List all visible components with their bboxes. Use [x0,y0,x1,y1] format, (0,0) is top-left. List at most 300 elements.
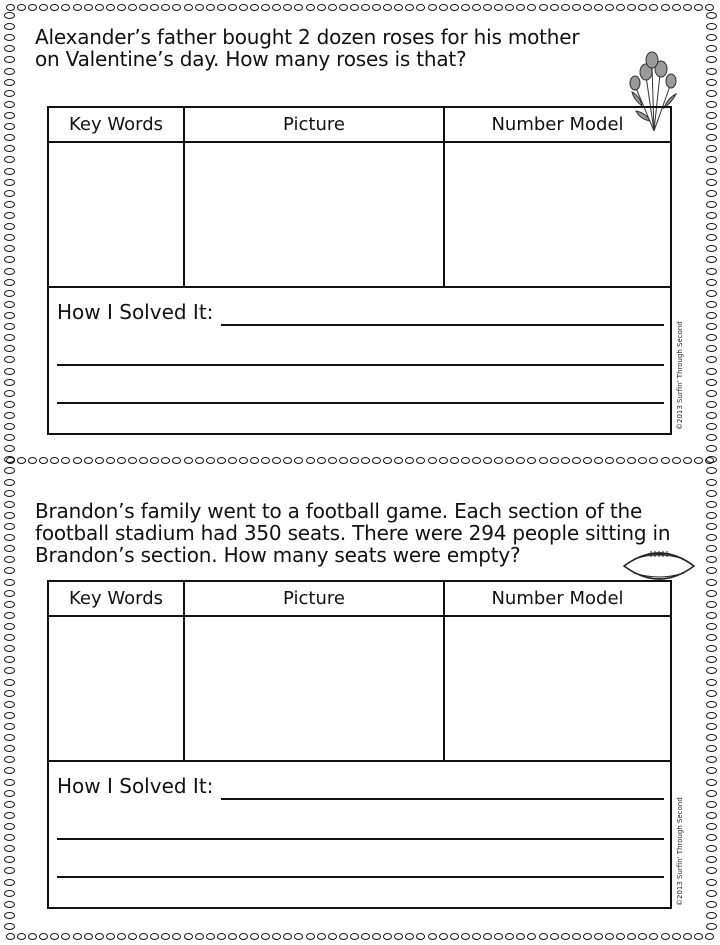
chain-ring [706,223,717,230]
chain-ring [706,701,717,708]
chain-ring [706,45,717,52]
chain-ring [172,4,181,11]
chain-ring [217,4,226,11]
chain-ring [416,933,425,940]
chain-ring [472,4,481,11]
chain-ring [428,457,437,464]
chain-ring [705,4,714,11]
chain-ring [4,23,15,30]
chain-ring [250,4,259,11]
chain-ring [450,933,459,940]
chain-ring [372,457,381,464]
chain-ring [706,245,717,252]
chain-ring [706,645,717,652]
chain-ring [4,523,15,530]
chain-ring [416,4,425,11]
chain-ring [661,457,670,464]
answer-line [57,876,664,878]
chain-ring [4,612,15,619]
chain-ring [4,156,15,163]
chain-ring [4,234,15,241]
chain-ring [339,933,348,940]
chain-ring [217,457,226,464]
chain-ring [372,4,381,11]
chain-ring [638,933,647,940]
chain-ring [505,457,514,464]
chain-ring [706,434,717,441]
chain-ring [439,933,448,940]
chain-ring [706,23,717,30]
chain-ring [239,933,248,940]
chain-ring [106,4,115,11]
chain-ring [4,679,15,686]
chain-ring [84,4,93,11]
chain-ring [706,134,717,141]
chain-border-top [6,2,714,12]
chain-ring [4,667,15,674]
chain-ring [283,933,292,940]
chain-ring [4,268,15,275]
chain-ring [61,933,70,940]
chain-ring [95,4,104,11]
table-header-row [49,582,670,617]
chain-ring [706,779,717,786]
chain-ring [239,4,248,11]
chain-ring [150,457,159,464]
chain-ring [572,933,581,940]
chain-ring [306,933,315,940]
chain-ring [184,933,193,940]
chain-ring [172,457,181,464]
chain-ring [350,457,359,464]
chain-ring [4,390,15,397]
chain-ring [261,4,270,11]
chain-ring [4,590,15,597]
chain-ring [217,933,226,940]
chain-ring [605,933,614,940]
chain-ring [4,545,15,552]
chain-ring [28,4,37,11]
chain-ring [73,457,82,464]
table-answer-row [49,617,670,762]
chain-ring [394,933,403,940]
chain-ring [4,68,15,75]
chain-ring [706,145,717,152]
chain-ring [616,457,625,464]
chain-ring [317,457,326,464]
chain-ring [561,457,570,464]
chain-ring [683,933,692,940]
chain-ring [627,457,636,464]
chain-ring [706,256,717,263]
chain-ring [706,601,717,608]
answer-line [57,364,664,366]
chain-ring [4,34,15,41]
chain-ring [50,4,59,11]
chain-ring [706,556,717,563]
chain-ring [527,457,536,464]
chain-ring [4,567,15,574]
chain-ring [139,933,148,940]
chain-ring [683,4,692,11]
chain-ring [661,933,670,940]
chain-ring [672,933,681,940]
chain-ring [250,933,259,940]
chain-ring [706,667,717,674]
number-model-box[interactable] [445,143,670,288]
chain-ring [4,201,15,208]
chain-ring [706,923,717,930]
chain-ring [4,312,15,319]
chain-ring [4,179,15,186]
chain-ring [706,679,717,686]
chain-ring [439,457,448,464]
chain-ring [706,201,717,208]
chain-ring [561,933,570,940]
chain-ring [4,345,15,352]
chain-ring [706,79,717,86]
chain-ring [4,812,15,819]
chain-ring [206,933,215,940]
chain-ring [6,933,15,940]
chain-ring [272,4,281,11]
chain-ring [539,933,548,940]
chain-ring [439,4,448,11]
chain-ring [4,490,15,497]
number-model-box[interactable] [445,617,670,762]
chain-ring [4,445,15,452]
chain-ring [706,490,717,497]
chain-ring [283,457,292,464]
chain-ring [350,933,359,940]
chain-ring [706,112,717,119]
chain-ring [706,756,717,763]
chain-ring [505,933,514,940]
chain-ring [706,856,717,863]
chain-ring [594,4,603,11]
picture-header: Picture [185,108,445,143]
chain-ring [706,423,717,430]
chain-ring [706,690,717,697]
chain-ring [450,457,459,464]
chain-ring [706,356,717,363]
chain-ring [472,933,481,940]
chain-ring [583,457,592,464]
chain-ring [6,4,15,11]
chain-ring [73,933,82,940]
chain-ring [4,368,15,375]
chain-ring [706,301,717,308]
chain-ring [706,812,717,819]
chain-ring [706,590,717,597]
chain-ring [706,879,717,886]
chain-ring [706,101,717,108]
chain-ring [461,933,470,940]
chain-ring [706,212,717,219]
chain-ring [706,901,717,908]
chain-ring [250,457,259,464]
chain-ring [283,4,292,11]
chain-ring [4,912,15,919]
chain-ring [706,523,717,530]
chain-ring [706,734,717,741]
answer-line [57,838,664,840]
chain-ring [261,933,270,940]
chain-ring [706,912,717,919]
chain-ring [627,4,636,11]
chain-ring [4,323,15,330]
chain-ring [4,501,15,508]
chain-ring [117,4,126,11]
picture-box[interactable] [185,143,445,288]
chain-ring [4,512,15,519]
chain-border-bottom [6,931,714,941]
chain-ring [706,467,717,474]
chain-ring [84,457,93,464]
chain-ring [706,867,717,874]
chain-ring [128,933,137,940]
chain-ring [661,4,670,11]
chain-ring [4,923,15,930]
chain-ring [4,845,15,852]
chain-ring [649,933,658,940]
chain-ring [672,4,681,11]
chain-ring [450,4,459,11]
chain-ring [706,56,717,63]
chain-ring [683,457,692,464]
key-words-box[interactable] [49,143,185,288]
chain-ring [50,457,59,464]
chain-ring [483,457,492,464]
chain-ring [706,545,717,552]
chain-ring [706,501,717,508]
chain-ring [306,457,315,464]
chain-ring [706,456,717,463]
chain-ring [4,756,15,763]
chain-ring [228,4,237,11]
chain-ring [383,457,392,464]
chain-ring [128,457,137,464]
chain-ring [4,134,15,141]
chain-ring [161,457,170,464]
chain-ring [405,4,414,11]
chain-ring [17,933,26,940]
chain-border-right [705,12,717,930]
problem-text-1: Alexander’s father bought 2 dozen roses for his mother on Valentine’s day. How many roses is that? [35,25,580,71]
chain-ring [272,457,281,464]
chain-ring [195,933,204,940]
chain-ring [61,4,70,11]
chain-ring [583,933,592,940]
chain-ring [161,4,170,11]
chain-ring [4,767,15,774]
chain-ring [161,933,170,940]
chain-ring [561,4,570,11]
chain-ring [4,723,15,730]
chain-ring [4,401,15,408]
chain-ring [706,723,717,730]
chain-ring [4,579,15,586]
chain-ring [28,457,37,464]
chain-ring [361,4,370,11]
key-words-header: Key Words [49,582,185,617]
chain-ring [706,612,717,619]
chain-ring [694,457,703,464]
chain-ring [706,290,717,297]
chain-ring [405,933,414,940]
chain-ring [4,867,15,874]
key-words-box[interactable] [49,617,185,762]
chain-ring [516,457,525,464]
copyright-text: ©2013 Surfin' Through Second [676,321,684,430]
chain-ring [50,933,59,940]
chain-ring [638,4,647,11]
chain-ring [706,745,717,752]
chain-ring [706,834,717,841]
chain-ring [706,823,717,830]
chain-ring [706,479,717,486]
chain-ring [361,457,370,464]
chain-ring [705,933,714,940]
answer-line [221,798,664,800]
chain-ring [706,234,717,241]
chain-ring [4,79,15,86]
chain-ring [605,4,614,11]
chain-ring [39,457,48,464]
chain-ring [261,457,270,464]
chain-ring [4,45,15,52]
number-model-header: Number Model [445,582,670,617]
chain-ring [184,457,193,464]
chain-ring [228,457,237,464]
chain-ring [616,4,625,11]
chain-ring [317,4,326,11]
chain-ring [61,457,70,464]
chain-ring [73,4,82,11]
chain-ring [4,534,15,541]
chain-ring [4,801,15,808]
chain-ring [4,334,15,341]
chain-ring [4,634,15,641]
chain-ring [483,4,492,11]
chain-ring [184,4,193,11]
chain-ring [95,933,104,940]
chain-ring [706,168,717,175]
how-i-solved-it-label: How I Solved It: [57,774,214,798]
chain-ring [4,834,15,841]
chain-ring [228,933,237,940]
chain-ring [4,123,15,130]
chain-ring [672,457,681,464]
chain-ring [706,179,717,186]
chain-ring [706,712,717,719]
chain-ring [95,457,104,464]
chain-ring [550,457,559,464]
chain-ring [516,933,525,940]
chain-ring [706,323,717,330]
chain-ring [550,4,559,11]
chain-ring [4,556,15,563]
chain-ring [483,933,492,940]
chain-ring [361,933,370,940]
chain-ring [4,745,15,752]
chain-ring [4,456,15,463]
chain-ring [4,245,15,252]
chain-ring [4,290,15,297]
chain-ring [4,479,15,486]
chain-ring [4,901,15,908]
chain-ring [350,4,359,11]
chain-ring [706,268,717,275]
chain-ring [4,256,15,263]
picture-box[interactable] [185,617,445,762]
chain-ring [39,4,48,11]
chain-ring [706,512,717,519]
chain-ring [328,457,337,464]
chain-ring [706,656,717,663]
chain-border-middle [6,455,714,465]
chain-ring [272,933,281,940]
copyright-text: ©2013 Surfin' Through Second [676,797,684,906]
chain-ring [4,379,15,386]
how-i-solved-it-area[interactable] [49,288,670,433]
chain-ring [706,767,717,774]
chain-ring [206,457,215,464]
chain-ring [539,457,548,464]
problem-text-2: Brandon’s family went to a football game. Each section of the football stadium had 350 seats. There were 294 people sitting in Brandon’s section. How many seats were empty? [35,499,671,567]
chain-ring [649,4,658,11]
chain-ring [428,933,437,940]
chain-ring [706,845,717,852]
chain-ring [139,4,148,11]
chain-ring [4,734,15,741]
chain-ring [206,4,215,11]
worksheet-table-1 [47,106,672,435]
chain-ring [405,457,414,464]
chain-ring [428,4,437,11]
chain-ring [461,4,470,11]
chain-ring [706,379,717,386]
chain-ring [706,123,717,130]
chain-ring [4,423,15,430]
chain-ring [694,933,703,940]
chain-ring [106,457,115,464]
chain-ring [339,457,348,464]
chain-ring [394,4,403,11]
chain-ring [150,4,159,11]
chain-ring [17,4,26,11]
chain-ring [527,933,536,940]
chain-ring [505,4,514,11]
chain-ring [694,4,703,11]
chain-ring [195,457,204,464]
chain-ring [4,101,15,108]
chain-ring [706,579,717,586]
chain-ring [706,190,717,197]
chain-ring [461,457,470,464]
chain-ring [4,656,15,663]
chain-ring [328,933,337,940]
chain-ring [627,933,636,940]
chain-ring [117,933,126,940]
chain-ring [172,933,181,940]
chain-ring [239,457,248,464]
chain-ring [706,890,717,897]
how-i-solved-it-area[interactable] [49,762,670,907]
number-model-header: Number Model [445,108,670,143]
chain-ring [383,933,392,940]
chain-ring [28,933,37,940]
